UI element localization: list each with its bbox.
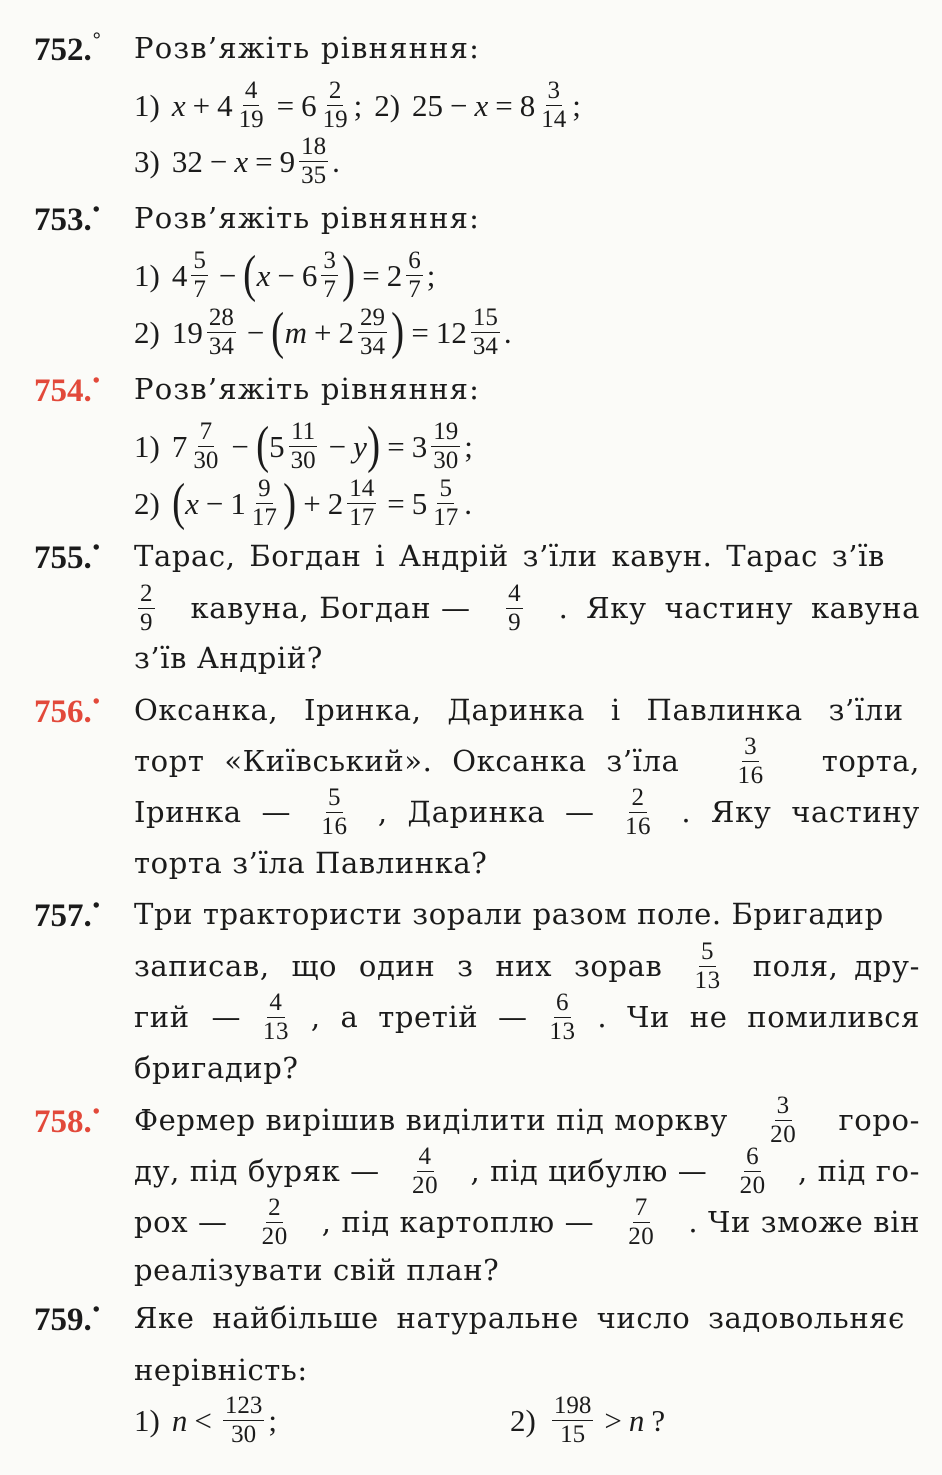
problem-755-line: з’їв Андрій? xyxy=(134,640,323,675)
problem-instruction: Розв’яжіть рівняння: xyxy=(134,30,481,65)
problem-number: 755.• xyxy=(34,536,100,576)
fraction: $\frac{198}{15}$ xyxy=(553,1392,592,1448)
fraction: $\frac{2}{9}$ xyxy=(140,580,154,636)
problem-759-line: 759.• Яке найбільше натуральне число задовольняє xyxy=(34,1298,905,1338)
fraction: $\frac{2}{16}$ xyxy=(624,784,652,840)
problem-753-heading xyxy=(0,190,942,246)
equation-row: 2) ( x − 1 $\frac{9}{17}$ ) + 2 $\frac{14}{17}$ = 5 $\frac{5}{17}$ . xyxy=(134,474,472,531)
fraction: $\frac{14}{17}$ xyxy=(349,475,375,531)
problem-instruction: Розв’яжіть рівняння: xyxy=(134,200,481,235)
problem-number: 759.• xyxy=(34,1298,100,1338)
fraction: $\frac{11}{30}$ xyxy=(290,418,316,474)
problem-756-line: торта з’їла Павлинка? xyxy=(134,845,488,880)
fraction: $\frac{29}{34}$ xyxy=(360,304,386,360)
fraction: $\frac{15}{34}$ xyxy=(472,304,498,360)
problem-756-line: торт «Київський». Оксанка з’їла $\frac{3}{16}$ торта, xyxy=(134,733,920,789)
fraction: $\frac{6}{7}$ xyxy=(408,247,421,303)
fraction: $\frac{5}{7}$ xyxy=(193,247,206,303)
fraction: $\frac{123}{30}$ xyxy=(224,1392,263,1448)
fraction: $\frac{3}{7}$ xyxy=(323,247,336,303)
problem-757-line: гий — $\frac{4}{13}$ , а третій — $\frac{6}{13}$ . Чи не помилився xyxy=(134,989,920,1045)
fraction: $\frac{3}{16}$ xyxy=(737,733,764,789)
equation-row: 1) 7 $\frac{7}{30}$ − ( 5 $\frac{11}{30}$ − y ) = 3 $\frac{19}{30}$ ; xyxy=(134,417,473,474)
fraction: $\frac{19}{30}$ xyxy=(433,418,459,474)
problem-758-line: рох — $\frac{2}{20}$ , під картоплю — $\frac{7}{20}$ . Чи зможе він xyxy=(134,1194,920,1250)
problem-757-line: бригадир? xyxy=(134,1050,299,1085)
problem-756-line: 756.• Оксанка, Іринка, Даринка і Павлинка з’їли xyxy=(34,690,904,730)
fraction: $\frac{7}{20}$ xyxy=(628,1194,655,1250)
fraction: $\frac{5}{17}$ xyxy=(433,475,459,531)
problem-755-line xyxy=(0,528,942,584)
problem-number: 757.• xyxy=(34,894,100,934)
problem-number: 752.° xyxy=(34,28,101,68)
fraction: $\frac{6}{20}$ xyxy=(739,1143,766,1199)
fraction: $\frac{2}{20}$ xyxy=(261,1194,288,1250)
fraction: $\frac{4}{19}$ xyxy=(238,77,264,133)
problem-759-line: нерівність: xyxy=(134,1352,308,1387)
inequality-row: 1) n < $\frac{123}{30}$ ; 2) $\frac{198}{15}$ > n ? xyxy=(134,1392,666,1448)
problem-text: Тарас, Богдан і Андрій з’їли кавун. Тарас з’їв xyxy=(134,538,885,573)
fraction: $\frac{7}{30}$ xyxy=(193,418,219,474)
problem-758-line: ду, під буряк — $\frac{4}{20}$ , під цибулю — $\frac{6}{20}$ , під го- xyxy=(134,1143,920,1199)
problem-756-line: Іринка — $\frac{5}{16}$ , Даринка — $\frac{2}{16}$ . Яку частину xyxy=(134,784,920,840)
fraction: $\frac{4}{20}$ xyxy=(412,1143,439,1199)
equation-row: 1) x + 4 $\frac{4}{19}$ = 6 $\frac{2}{19}$ ; 2) 25 − x = 8 $\frac{3}{14}$ ; xyxy=(134,77,581,133)
problem-number: 753.• xyxy=(34,198,100,238)
fraction: $\frac{2}{19}$ xyxy=(322,77,348,133)
fraction: $\frac{5}{16}$ xyxy=(321,784,348,840)
fraction: $\frac{4}{9}$ xyxy=(508,580,522,636)
problem-754-heading xyxy=(0,361,942,417)
fraction: $\frac{18}{35}$ xyxy=(301,133,327,189)
fraction: $\frac{9}{17}$ xyxy=(251,475,277,531)
fraction: $\frac{28}{34}$ xyxy=(208,304,234,360)
problem-758-line: 758.• Фермер вирішив виділити під моркву $\frac{3}{20}$ горо- xyxy=(34,1092,920,1148)
problem-number: 754.• xyxy=(34,369,100,409)
problem-752-heading xyxy=(0,20,942,76)
fraction: $\frac{6}{13}$ xyxy=(549,989,576,1045)
equation-row: 1) 4 $\frac{5}{7}$ − ( x − 6 $\frac{3}{7}$ ) = 2 $\frac{6}{7}$ ; xyxy=(134,246,436,303)
problem-instruction: Розв’яжіть рівняння: xyxy=(134,371,481,406)
equation-row: 2) 19 $\frac{28}{34}$ − ( m + 2 $\frac{29}{34}$ ) = 12 $\frac{15}{34}$ . xyxy=(134,303,512,360)
equation-row: 3) 32 − x = 9 $\frac{18}{35}$ . xyxy=(134,133,340,189)
problem-number: 758.• xyxy=(34,1100,100,1140)
fraction: $\frac{4}{13}$ xyxy=(262,989,290,1045)
problem-number: 756.• xyxy=(34,690,100,730)
fraction: $\frac{5}{13}$ xyxy=(694,938,721,994)
fraction: $\frac{3}{14}$ xyxy=(541,77,567,133)
problem-755-line: $\frac{2}{9}$ кавуна, Богдан — $\frac{4}{9}$ . Яку частину кавуна xyxy=(140,580,920,636)
fraction: $\frac{3}{20}$ xyxy=(770,1092,797,1148)
problem-757-line: 757.• Три трактористи зорали разом поле. Бригадир xyxy=(34,894,884,934)
problem-758-line: реалізувати свій план? xyxy=(134,1252,500,1287)
problem-757-line: записав, що один з них зорав $\frac{5}{13}$ поля, дру- xyxy=(134,938,920,994)
